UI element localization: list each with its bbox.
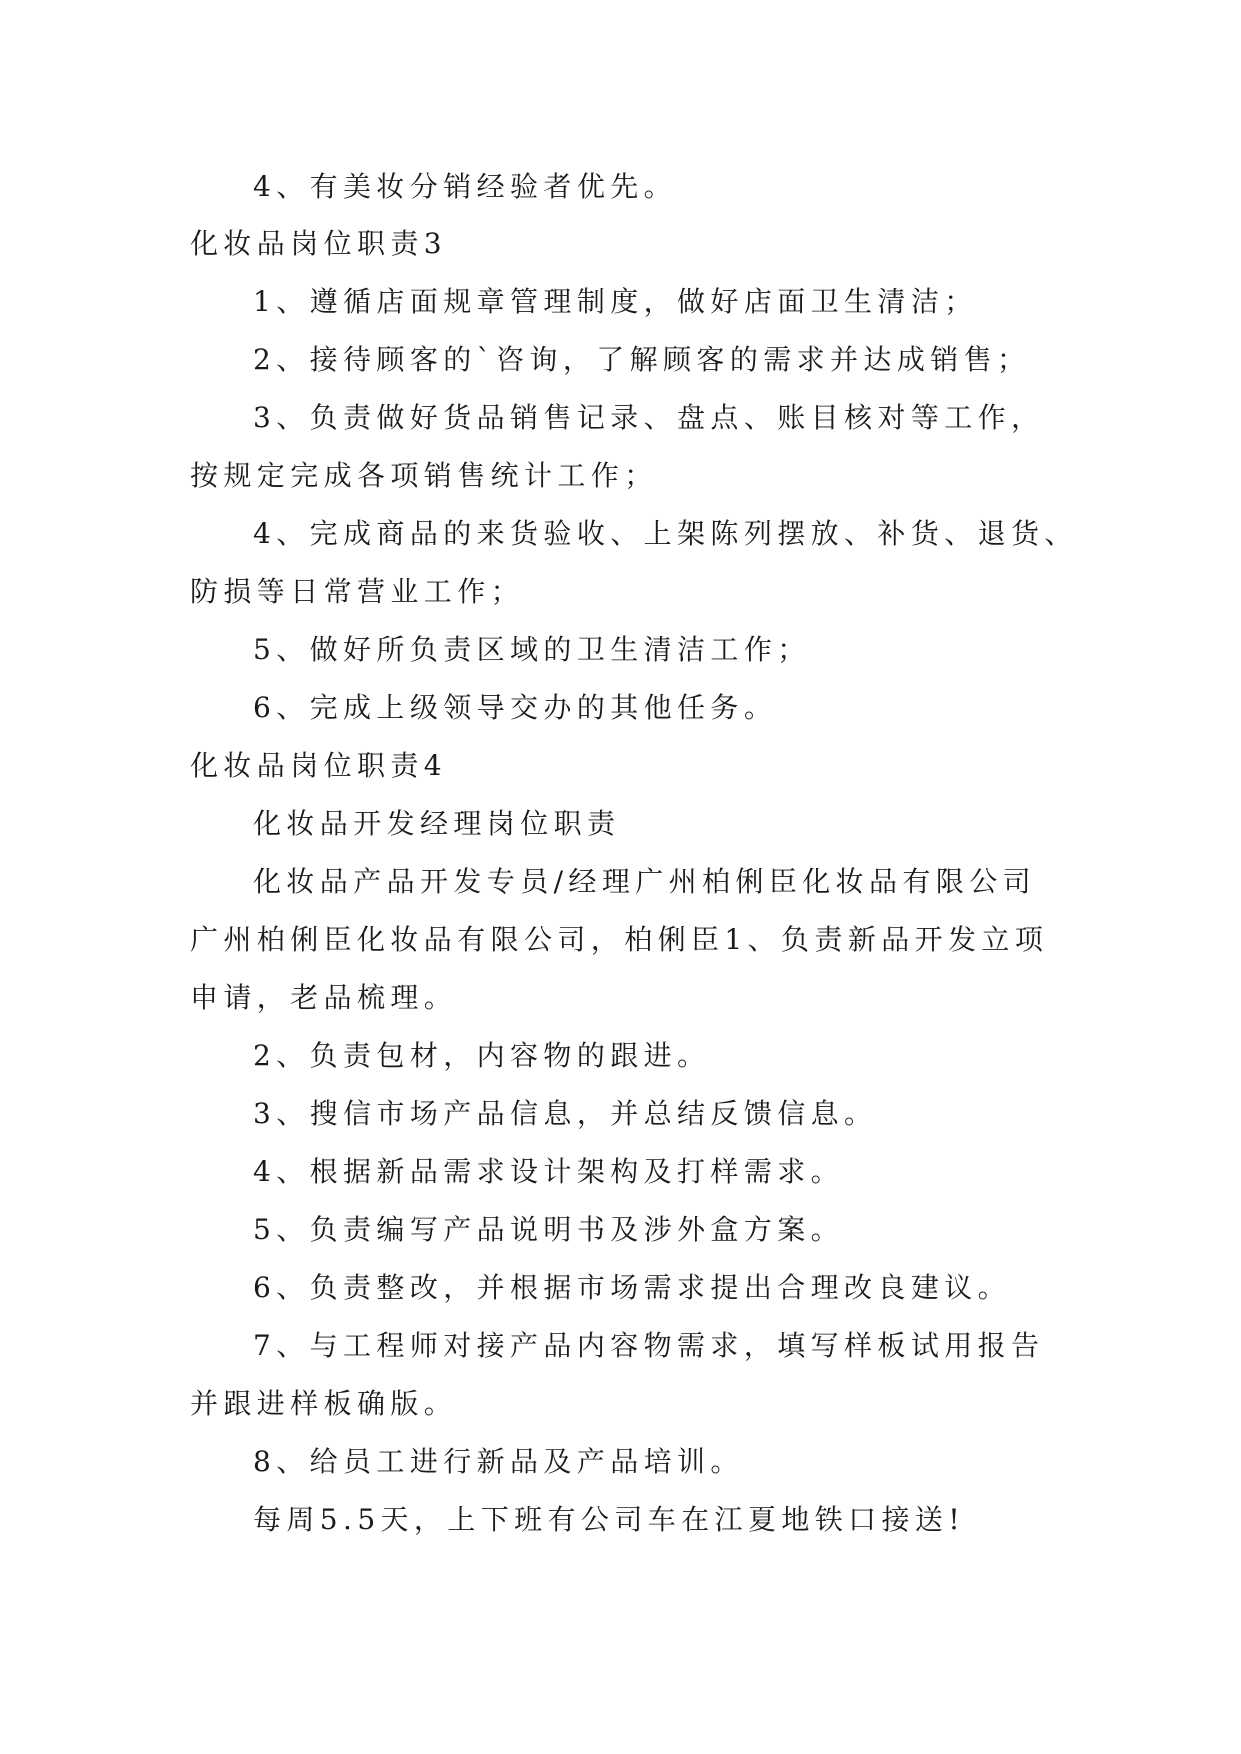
text-line: 4、完成商品的来货验收、上架陈列摆放、补货、退货、: [253, 517, 1078, 550]
text-line: 6、负责整改，并根据市场需求提出合理改良建议。: [253, 1271, 1012, 1304]
text-line: 3、搜信市场产品信息，并总结反馈信息。: [253, 1097, 878, 1130]
text-line: 6、完成上级领导交办的其他任务。: [253, 691, 778, 724]
text-line: 防损等日常营业工作；: [190, 575, 525, 608]
text-line: 并跟进样板确版。: [190, 1387, 458, 1420]
text-line: 4、根据新品需求设计架构及打样需求。: [253, 1155, 845, 1188]
text-line: 8、给员工进行新品及产品培训。: [253, 1445, 744, 1478]
text-line: 4、有美妆分销经验者优先。: [253, 170, 678, 203]
section-heading: 化妆品岗位职责4: [190, 749, 448, 782]
text-line: 化妆品产品开发专员/经理广州柏俐臣化妆品有限公司: [253, 865, 1037, 898]
text-line: 2、负责包材，内容物的跟进。: [253, 1039, 711, 1072]
text-line: 化妆品开发经理岗位职责: [253, 807, 621, 840]
text-line: 5、做好所负责区域的卫生清洁工作；: [253, 633, 811, 666]
section-heading: 化妆品岗位职责3: [190, 227, 448, 260]
text-line: 2、接待顾客的`咨询，了解顾客的需求并达成销售；: [253, 343, 1031, 376]
text-line: 7、与工程师对接产品内容物需求，填写样板试用报告: [253, 1329, 1045, 1362]
text-line: 3、负责做好货品销售记录、盘点、账目核对等工作，: [253, 401, 1045, 434]
text-line: 广州柏俐臣化妆品有限公司，柏俐臣1、负责新品开发立项: [190, 923, 1049, 956]
text-line: 每周5.5天，上下班有公司车在江夏地铁口接送!: [253, 1503, 965, 1536]
text-line: 5、负责编写产品说明书及涉外盒方案。: [253, 1213, 845, 1246]
text-line: 按规定完成各项销售统计工作；: [190, 459, 658, 492]
text-line: 1、遵循店面规章管理制度，做好店面卫生清洁；: [253, 285, 978, 318]
text-line: 申请，老品梳理。: [190, 981, 458, 1014]
